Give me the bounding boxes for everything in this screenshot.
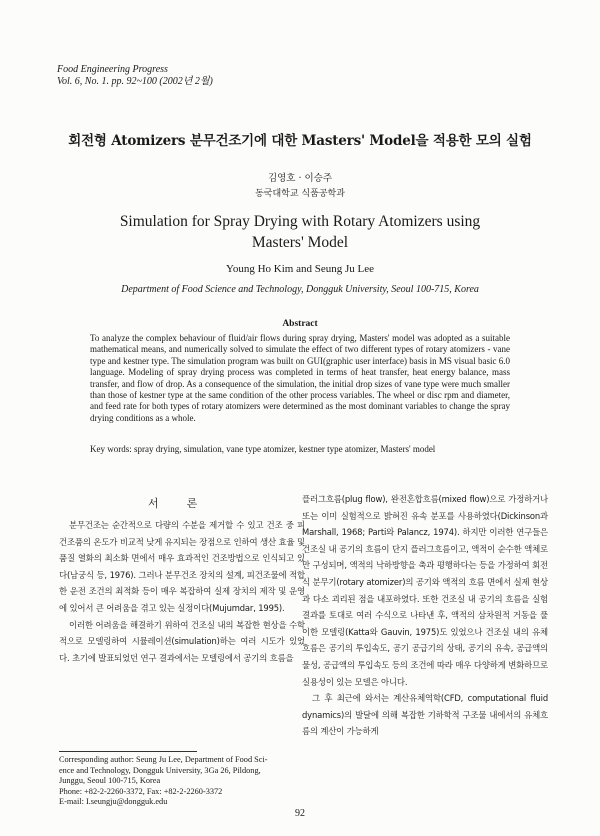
left-column [59,517,305,666]
title-english-line: Simulation for Spray Drying with Rotary Atomizers using [119,213,481,230]
paragraph: 플러그흐름(plug flow), 완전혼합흐름(mixed flow)으로 가정하거나 또는 이미 실험적으로 밝혀진 유속 분포를 사용하였다(Dickinson과 Marshall, 1968; Parti와 Palancz, 1974). 하지만 이러한 연구들은 건조실 내 공기의 흐름이 단지 플러그흐름이고, 액적이 순수한 액체로만 구성되며, 액적의 낙하방향을 축과 평행하다는 등을 가정하여 회전식 분무기(rotary atomizer)의 공기와 액적의 흐름 면에서 실제 현상과 다소 괴리된 점을 내포하였다. 또한 건조실 내 공기의 흐름을 실험결과를 토대로 여러 수식으로 나타낸 후, 액적의 삼차원적 거동을 풀이한 모델링(Katta와 Gauvin, 1975)도 있었으나 건조실 내의 유체흐름은 공기의 투입속도, 공기 공급기의 상태, 공기의 유속, 공급액의 물성, 공급액의 투입속도 등의 조건에 따라 매우 다양하게 변화하므로 실용성이 있는 모델은 아니다. [302,494,548,687]
paragraph: 그 후 최근에 와서는 계산유체역학(CFD, computational fluid dynamics)의 발달에 의해 복잡한 기하학적 구조물 내에서의 유체흐름의 계산이 가능하게 [302,693,548,737]
paragraph: 분무건조는 순간적으로 다량의 수분을 제거할 수 있고 건조 중 피건조품의 온도가 비교적 낮게 유지되는 장점으로 인하여 생산 효율 및 품질 열화의 최소화 면에서 매우 효과적인 건조방법으로 인식되고 있다(남궁식 등, 1976). 그러나 분무건조 장치의 설계, 피건조물에 적합한 운전 조건의 최적화 등이 매우 복잡하여 실제 장치의 제작 및 운영에 있어서 큰 어려움을 겪고 있는 실정이다(Mujumdar, 1995). [59,520,305,613]
right-column [302,491,548,740]
footnote-line: ence and Technology, Dongguk University, 3Ga 26, Pildong, [59,765,261,775]
footnote-line: Junggu, Seoul 100-715, Korea [59,776,161,786]
affiliation-korean: 동국대학교 식품공학과 [255,189,345,199]
footnote-line: E-mail: I.seungju@dongguk.edu [59,797,168,807]
page-number: 92 [295,808,305,819]
title-english-line: Masters' Model [251,234,349,251]
authors-korean: 김영호 · 이승주 [267,173,333,184]
section-heading-introduction: 서론 [148,497,226,510]
title-english [0,211,600,253]
title-korean: 회전형 Atomizers 분무건조기에 대한 Masters' Model을 적용한 모의 실험 [68,133,532,149]
paragraph: 이러한 어려움을 해결하기 위하여 건조실 내의 복잡한 현상을 수학적으로 모델링하여 시뮬레이션(simulation)하는 여러 시도가 있었다. 초기에 발표되었던 연구 결과에서는 모델링에서 공기의 흐름을 [59,619,305,663]
abstract-heading: Abstract [282,319,318,329]
authors-english: Young Ho Kim and Seung Ju Lee [226,263,374,275]
keywords: Key words: spray drying, simulation, vane type atomizer, kestner type atomizer, Masters' model [90,444,436,454]
corresponding-author-footnote [59,755,309,808]
footnote-divider [59,751,197,752]
footnote-line: Corresponding author: Seung Ju Lee, Department of Food Sci- [59,755,268,764]
journal-name: Food Engineering Progress [57,64,168,75]
affiliation-english: Department of Food Science and Technology, Dongguk University, Seoul 100-715, Korea [121,284,479,295]
abstract-text: To analyze the complex behaviour of fluid/air flows during spray drying, Masters' model was adopted as a suitable mathematical means, and numerically solved to simulate the effect of two different types of rotary atomizers - vane type and kestner type. The simulation program was built on GUI(graphic user interface) basis in MS visual basic 6.0 language. Modeling of spray drying process was completed in terms of heat transfer, heat energy balance, mass transfer, and flow of drop. As a consequence of the simulation, the initial drop sizes of vane type were much smaller than those of kestner type at the same condition of the other process variables. The wheel or disc rpm and diameter, and feed rate for both types of rotary atomizers were determined as the most dominant variables to change the spray drying conditions as a whole. [90,333,510,423]
footnote-line: Phone: +82-2-2260-3372, Fax: +82-2-2260-3372 [59,786,223,796]
journal-header [57,64,213,88]
journal-volume: Vol. 6, No. 1. pp. 92~100 (2002년 2월) [57,76,213,87]
